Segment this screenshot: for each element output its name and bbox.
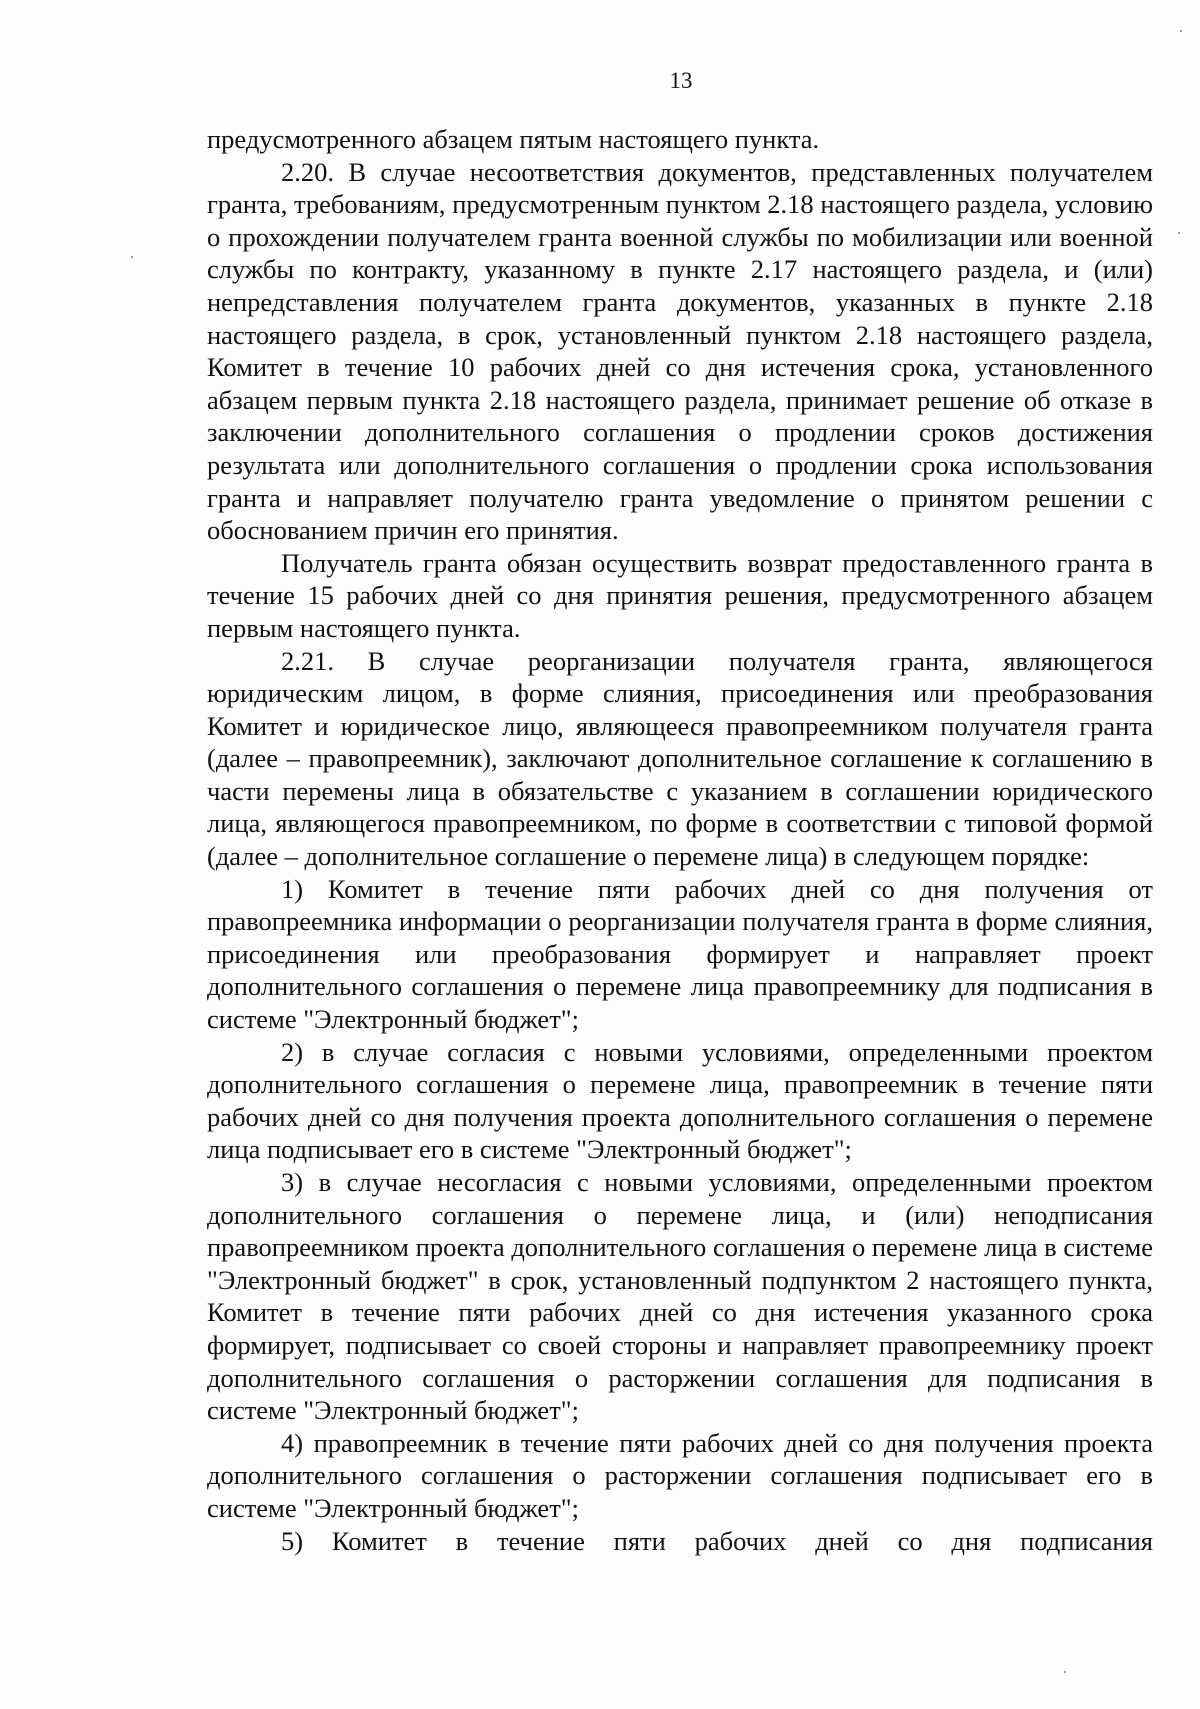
paragraph-grant-return: Получатель гранта обязан осуществить возврат предоставленного гранта в течение 15 рабочих дней со дня принятия решения, предусмотренного абзацем первым настоящего пункта. (207, 547, 1153, 643)
list-item-2: 2) в случае согласия с новыми условиями, определенными проектом дополнительного соглашения о перемене лица, правопреемник в течение пяти рабочих дней со дня получения проекта дополнительного соглашения о перемене лица подписывает его в системе "Электронный бюджет"; (207, 1036, 1153, 1165)
scan-speck-top-right (1180, 30, 1182, 32)
list-item-1: 1) Комитет в течение пяти рабочих дней со дня получения от правопреемника информации о реорганизации получателя гранта в форме слияния, присоединения или преобразования формирует и направляет проект дополнительного соглашения о перемене лица правопреемнику для подписания в системе "Электронный бюджет"; (207, 873, 1153, 1035)
list-item-5: 5) Комитет в течение пяти рабочих дней со дня подписания (281, 1525, 1153, 1556)
list-item-3: 3) в случае несогласия с новыми условиями, определенными проектом дополнительного соглашения о перемене лица, и (или) неподписания правопреемником проекта дополнительного соглашения о перемене лица в системе "Электронный бюджет" в срок, установленный подпунктом 2 настоящего пункта, Комитет в течение пяти рабочих дней со дня истечения указанного срока формирует, подписывает со своей стороны и направляет правопреемнику проект дополнительного соглашения о расторжении соглашения для подписания в системе "Электронный бюджет"; (207, 1167, 1153, 1426)
scan-speck-right (1178, 232, 1180, 234)
scan-speck-bottom-right (1064, 1671, 1066, 1673)
list-item-4: 4) правопреемник в течение пяти рабочих дней со дня получения проекта дополнительного соглашения о расторжении соглашения подписывает его в системе "Электронный бюджет"; (207, 1427, 1153, 1523)
paragraph-2-20: 2.20. В случае несоответствия документов, представленных получателем гранта, требованиям, предусмотренным пунктом 2.18 настоящего раздела, условию о прохождении получателем гранта военной службы по мобилизации или военной службы по контракту, указанному в пункте 2.17 настоящего раздела, и (или) непредставления получателем гранта документов, указанных в пункте 2.18 настоящего раздела, в срок, установленный пунктом 2.18 настоящего раздела, Комитет в течение 10 рабочих дней со дня истечения срока, установленного абзацем первым пункта 2.18 настоящего раздела, принимает решение об отказе в заключении дополнительного соглашения о продлении сроков достижения результата или дополнительного соглашения о продлении срока использования гранта и направляет получателю гранта уведомление о принятом решении с обоснованием причин его принятия. (207, 156, 1153, 546)
paragraph-2-21: 2.21. В случае реорганизации получателя гранта, являющегося юридическим лицом, в форме слияния, присоединения или преобразования Комитет и юридическое лицо, являющееся правопреемником получателя гранта (далее – правопреемник), заключают дополнительное соглашение к соглашению в части перемены лица в обязательстве с указанием в соглашении юридического лица, являющегося правопреемником, по форме в соответствии с типовой формой (далее – дополнительное соглашение о перемене лица) в следующем порядке: (207, 645, 1153, 872)
scan-speck-left (131, 256, 133, 258)
document-body (207, 123, 1153, 1557)
paragraph-continuation: предусмотренного абзацем пятым настоящего пункта. (207, 124, 820, 154)
page-number: 13 (669, 68, 693, 93)
